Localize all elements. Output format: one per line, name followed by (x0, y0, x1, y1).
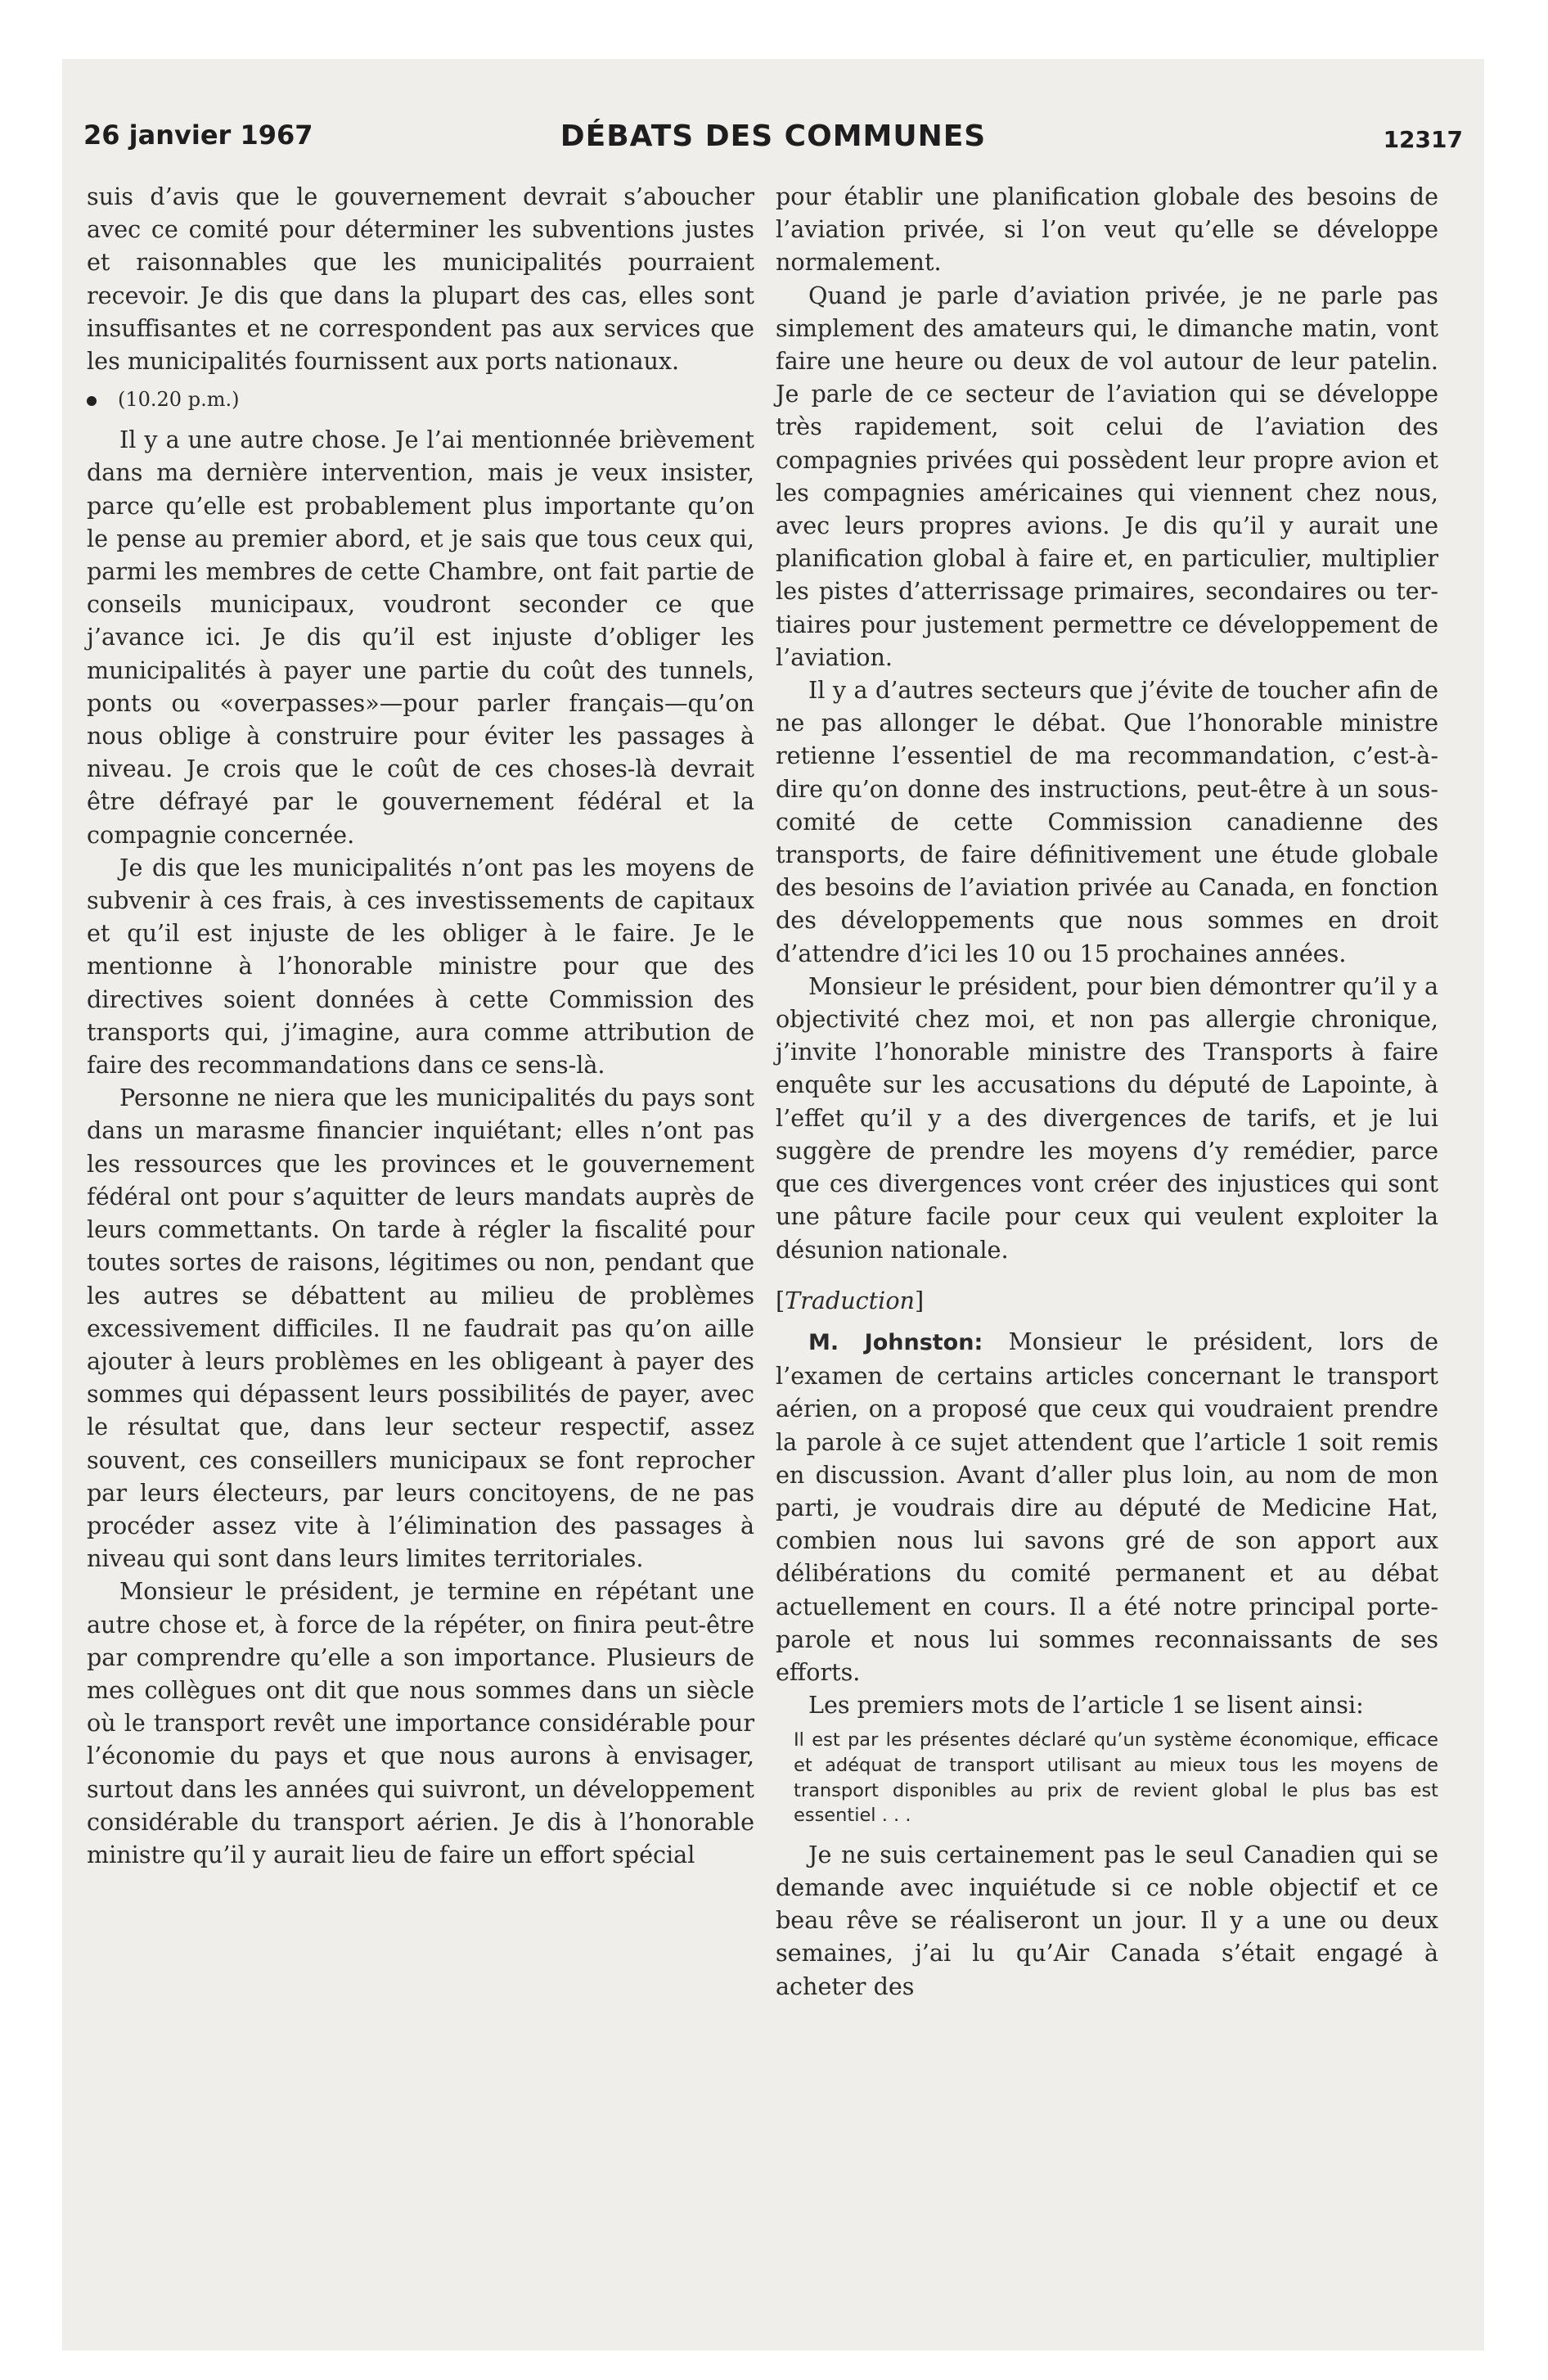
time-mark (87, 385, 754, 413)
paragraph: Je dis que les municipalités n’ont pas les moyens de subvenir à ces frais, à ces investissements de capitaux et qu’il est injuste de les obliger à le faire. Je le mentionne à l’honorable ministre pour que des directives soient données à cette Commission des transports qui, j’imagine, aura comme attribution de faire des recommandations dans ce sens-là. (87, 853, 754, 1080)
paragraph: Il y a d’autres secteurs que j’évite de toucher afin de ne pas allonger le débat. Que l’honorable ministre retienne l’essentiel de ma recommandation, c’est-à-dire qu’on donne des instructions, peut-être à un sous-comité de cette Commission canadienne des transports, de faire définitivement une étude globale des besoins de l’aviation privée au Canada, en fonction des développements que nous sommes en droit d’attendre d’ici les 10 ou 15 prochaines années. (776, 676, 1438, 967)
paragraph: Les premiers mots de l’article 1 se lisent ainsi: (808, 1691, 1364, 1720)
speech-paragraph (776, 1325, 1438, 1688)
speech-text: Monsieur le président, lors de l’examen de certains articles concernant le transport aérien, on a proposé que ceux qui voudraient prendre la parole à ce sujet attendent que l’article 1 soit remis en discussion. Avant d’aller plus loin, au nom de mon parti, je voudrais dire au député de Medicine Hat, combien nous lui savons gré de son apport aux délibérations du comité permanent et au débat actuellement en cours. Il a été notre principal porte-parole et nous lui sommes reconnaissants de ses efforts. (776, 1327, 1438, 1686)
paragraph: Quand je parle d’aviation privée, je ne parle pas simplement des amateurs qui, le dimanche matin, vont faire une heure ou deux de vol autour de leur patelin. Je parle de ce secteur de l’aviation qui se développe très rapidement, soit celui de l’aviation des compagnies privées qui possèdent leur propre avion et les compagnies américaines qui viennent chez nous, avec leurs propres avions. Je dis qu’il y aurait une planification global à faire et, en particulier, multiplier les pistes d’atterrissage primaires, secondaires ou tertiaires pour justement permettre ce développement de l’aviation. (776, 281, 1438, 671)
paragraph: Je ne suis certainement pas le seul Canadien qui se demande avec inquiétude si ce noble objectif et ce beau rêve se réaliseront un jour. Il y a une ou deux semaines, j’ai lu qu’Air Canada s’était engagé à acheter des (776, 1840, 1438, 2000)
header-title: DÉBATS DES COMMUNES (560, 119, 987, 153)
paragraph: Personne ne niera que les municipalités du pays sont dans un marasme financier inquiétant; elles n’ont pas les ressources que les provinces et le gouvernement fédéral ont pour s’aquitter de leurs mandats auprès de leurs commettants. On tarde à régler la fiscalité pour toutes sortes de raisons, légitimes ou non, pendant que les autres se débattent au milieu de problèmes excessivement difficiles. Il ne faudrait pas qu’on aille ajouter à leurs problèmes en les obligeant à payer des sommes qui dépassent leurs possibilités de payer, avec le résultat que, dans leur secteur respectif, assez souvent, ces conseillers municipaux se font reprocher par leurs électeurs, par leurs concitoyens, de ne pas procéder assez vite à l’élimination des passages à niveau qui sont dans leurs limites territoriales. (87, 1084, 754, 1573)
left-column (87, 180, 754, 1871)
paragraph: Monsieur le président, pour bien démontrer qu’il y a objectivité chez moi, et non pas allergie chronique, j’invite l’honorable ministre des Transports à faire enquête sur les accusations du député de Lapointe, à l’effet qu’il y a des divergences de tarifs, et je lui suggère de prendre les moyens d’y remédier, parce que ces divergences vont créer des injustices qui sont une pâture facile pour ceux qui veulent exploiter la désunion nationale. (776, 971, 1438, 1264)
header-date: 26 janvier 1967 (83, 119, 313, 151)
paragraph: Il y a une autre chose. Je l’ai mentionnée brièvement dans ma dernière intervention, mais je veux insister, parce qu’elle est probablement plus importante qu’on le pense au premier abord, et je sais que tous ceux qui, parmi les membres de cette Chambre, ont fait partie de conseils municipaux, voudront seconder ce que j’avance ici. Je dis qu’il est injuste d’obliger les municipalités à payer une partie du coût des tunnels, ponts ou «overpasses»—pour parler français—qu’on nous oblige à construire pour éviter les passages à niveau. Je crois que le coût de ces choses-là devrait être défrayé par le gouvernement fédéral et la compagnie concernée. (87, 426, 754, 849)
paragraph: pour établir une planification globale des besoins de l’aviation privée, si l’on veut qu’elle se développe normalement. (776, 183, 1438, 277)
translation-label: [Traduction] (776, 1286, 925, 1314)
right-column (776, 180, 1438, 2003)
page-header (83, 115, 1463, 164)
speaker-name: M. Johnston: (808, 1329, 983, 1355)
time-mark-text: (10.20 p.m.) (118, 388, 240, 412)
paragraph: suis d’avis que le gouvernement devrait s’aboucher avec ce comité pour déterminer les subventions justes et raisonnables que les municipalités pourraient recevoir. Je dis que dans la plupart des cas, elles sont insuffisantes et ne correspondent pas aux services que les municipalités fournissent aux ports nationaux. (87, 183, 754, 376)
quoted-passage: Il est par les présentes déclaré qu’un système économique, efficace et adéquat de transport utilisant au mieux tous les moyens de transport disponibles au prix de revient global le plus bas est essentiel . . . (794, 1729, 1438, 1827)
page-scan (62, 59, 1484, 2351)
paragraph: Monsieur le président, je termine en répétant une autre chose et, à force de la répéter, on finira peut-être par comprendre qu’elle a son importance. Plusieurs de mes collègues ont dit que nous sommes dans un siècle où le transport revêt une importance considérable pour l’économie du pays et que nous aurons à envisager, surtout dans les années qui suivront, un développement considérable du transport aérien. Je dis à l’honorable ministre qu’il y aurait lieu de faire un effort spécial (87, 1577, 754, 1868)
bullet-icon (87, 396, 97, 406)
header-page-number: 12317 (1383, 126, 1463, 153)
